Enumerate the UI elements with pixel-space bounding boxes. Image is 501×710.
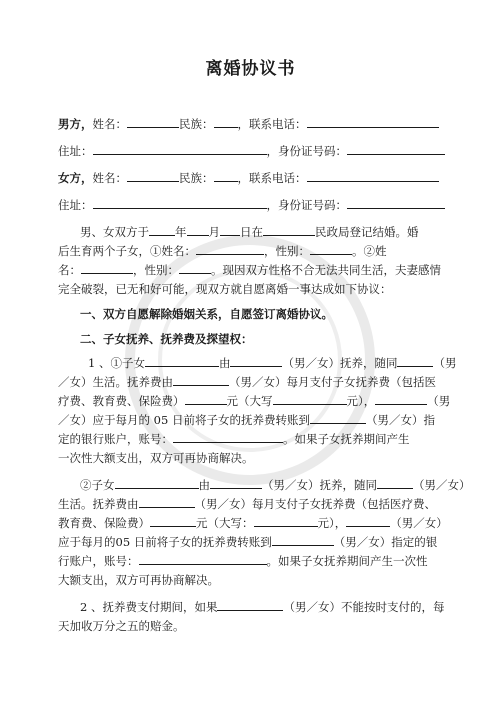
child2-gender-field[interactable] (179, 262, 211, 274)
clause-text: 由 (198, 478, 210, 492)
clause-text: （男／女）抚养，随同 (282, 356, 398, 370)
female-info-row (0, 170, 501, 186)
clause-text: （男／女）指定的银 (333, 535, 438, 549)
female-address-field[interactable] (93, 197, 267, 209)
item2-line-5 (0, 553, 501, 569)
female-id-field[interactable] (347, 197, 445, 209)
child2-transfer-party-field[interactable] (346, 515, 390, 527)
intro-text: 民政局登记结婚。婚 (315, 225, 419, 239)
section-1-heading: 一、双方自愿解除婚姻关系，自愿签订离婚协议。 (80, 307, 333, 321)
clause-text: 生活。抚养费由 (58, 497, 139, 511)
clause-text: 定的银行账户，账号： (58, 432, 173, 446)
child1-amount-field[interactable] (185, 393, 227, 405)
item1-line-3 (0, 393, 501, 409)
male-address-label: 住址： (58, 144, 93, 158)
child2-custodian-field[interactable] (210, 477, 262, 489)
clause-text: ／女）生活。抚养费由 (58, 375, 173, 389)
male-ethnic-field[interactable] (214, 116, 238, 128)
intro-line-1 (0, 224, 501, 240)
intro-text: 男、女双方于 (80, 225, 149, 239)
item1-line-2 (0, 374, 501, 390)
intro-text: 。现因双方性格不合无法共同生活，夫妻感情 (211, 263, 441, 277)
male-ethnic-label: 民族： (179, 117, 214, 131)
clause-text: （男／女） (390, 516, 448, 530)
child2-field[interactable] (115, 477, 199, 489)
marriage-day-field[interactable] (220, 224, 240, 236)
marriage-year-field[interactable] (149, 224, 175, 236)
child1-name-field[interactable] (196, 243, 264, 255)
intro-line-3 (0, 262, 501, 278)
female-role: 女方， (58, 171, 93, 185)
child2-name-field[interactable] (81, 262, 133, 274)
female-address-row (0, 197, 501, 213)
female-ethnic-field[interactable] (214, 170, 238, 182)
clause-text: （男／女）指 (365, 413, 435, 427)
marriage-month-field[interactable] (187, 224, 209, 236)
male-id-label: ，身份证号码： (266, 144, 347, 158)
clause-text: 教育费、保险费） (58, 516, 150, 530)
male-role: 男方， (58, 117, 93, 131)
intro-text: ，性别： (133, 263, 179, 277)
clause-text: 1 、①子女 (88, 356, 145, 370)
clause-text: 元）， (346, 394, 376, 408)
male-info-row (0, 116, 501, 132)
item2-line-4 (0, 534, 501, 550)
child1-account-field[interactable] (173, 431, 283, 443)
male-address-field[interactable] (93, 143, 267, 155)
item2-line-6: 大额支出，双方可再协商解决。 (58, 573, 219, 587)
child1-recipient-field[interactable] (310, 412, 366, 424)
intro-text: 月 (208, 225, 220, 239)
registry-office-field[interactable] (263, 224, 315, 236)
child2-recipient-field[interactable] (272, 534, 334, 546)
child2-amount-words-field[interactable] (254, 515, 318, 527)
intro-line-2 (0, 243, 501, 259)
item1-line-4 (0, 412, 501, 428)
female-phone-label: ，联系电话： (237, 171, 307, 185)
intro-text: ，性别： (264, 244, 310, 258)
child2-payer-field[interactable] (139, 496, 195, 508)
item1-line-6: 一次性大额支出，双方可再协商解决。 (58, 451, 254, 465)
clause-text: 。如果子女抚养期间产生一次性 (266, 554, 428, 568)
intro-text: 。②姓 (352, 244, 387, 258)
child1-payer-field[interactable] (173, 374, 229, 386)
male-name-label: 姓名： (92, 117, 127, 131)
child1-amount-words-field[interactable] (273, 393, 347, 405)
clause-text: 应于每月的05 日前将子女的抚养费转账到 (58, 535, 272, 549)
female-address-label: 住址： (58, 198, 93, 212)
clause-text: 疗费、教育费、保险费） (58, 394, 185, 408)
clause-text: 元（大写 (226, 394, 273, 408)
female-name-field[interactable] (127, 170, 179, 182)
late-payer-field[interactable] (217, 599, 283, 611)
item2-line-2 (0, 496, 501, 512)
clause-text: 由 (218, 356, 231, 370)
item2-line-3 (0, 515, 501, 531)
clause-text: （男／女）不能按时支付的，每 (283, 600, 445, 614)
child2-account-field[interactable] (139, 553, 267, 565)
item3-line-2: 天加收万分之五的赔金。 (58, 619, 185, 633)
clause-text: （男／女）抚养，随同 (262, 478, 377, 492)
child2-amount-field[interactable] (150, 515, 196, 527)
female-name-label: 姓名： (92, 171, 127, 185)
child2-living-with-field[interactable] (377, 477, 413, 489)
clause-text: 元（大写： (196, 516, 254, 530)
intro-text: 年 (175, 225, 187, 239)
clause-text: ②子女 (80, 478, 115, 492)
female-ethnic-label: 民族： (179, 171, 214, 185)
item2-line-1 (0, 477, 501, 493)
female-id-label: ，身份证号码： (266, 198, 347, 212)
intro-text: 日在 (240, 225, 263, 239)
child1-living-with-field[interactable] (397, 355, 433, 367)
male-address-row (0, 143, 501, 159)
clause-text: （男／女）每月支付子女抚养费（包括医疗费、 (194, 497, 436, 511)
child1-custodian-field[interactable] (230, 355, 282, 367)
item1-line-1 (0, 355, 501, 371)
male-phone-label: ，联系电话： (237, 117, 307, 131)
clause-text: （男 (433, 356, 457, 370)
male-id-field[interactable] (347, 143, 445, 155)
clause-text: （男 (427, 394, 451, 408)
child1-field[interactable] (145, 355, 219, 367)
intro-text: 名： (58, 263, 81, 277)
female-phone-field[interactable] (307, 170, 439, 182)
clause-text: 2 、抚养费支付期间，如果 (80, 600, 218, 614)
child1-transfer-party-field[interactable] (375, 393, 427, 405)
document-title: 离婚协议书 (205, 59, 296, 79)
clause-text: 元）， (317, 516, 347, 530)
intro-text: 后生育两个子女，①姓名： (58, 244, 196, 258)
item3-line-1 (0, 599, 501, 615)
intro-line-4: 完全破裂，已无和好可能，现双方就自愿离婚一事达成如下协议： (58, 282, 392, 296)
child1-gender-field[interactable] (310, 243, 352, 255)
clause-text: （男／女） (413, 478, 471, 492)
item1-line-5 (0, 431, 501, 447)
clause-text: 。如果子女抚养期间产生 (283, 432, 410, 446)
male-name-field[interactable] (127, 116, 179, 128)
section-2-heading: 二、子女抚养、抚养费及探望权： (80, 332, 253, 346)
clause-text: 行账户，账号： (58, 554, 139, 568)
clause-text: （男／女）每月支付子女抚养费（包括医 (229, 375, 436, 389)
male-phone-field[interactable] (307, 116, 439, 128)
clause-text: ／女）应于每月的 05 日前将子女的抚养费转账到 (58, 413, 310, 427)
